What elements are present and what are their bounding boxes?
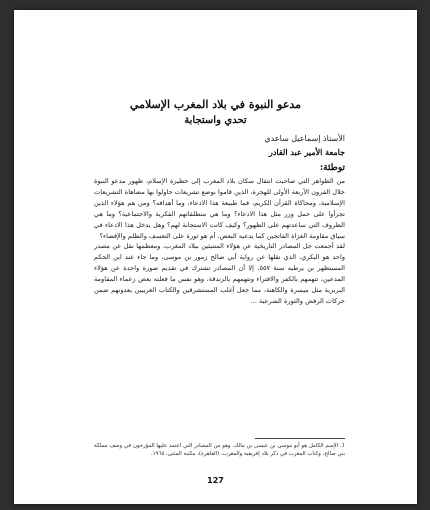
- document-page: [14, 10, 417, 504]
- footnote-divider: [255, 438, 345, 439]
- body-paragraph: من الظواهر التي صاحبت انتقال سكان بلاد المغرب إلى حظيرة الإسلام، ظهور مدعو النبوة خلال القرون الأربعة الأولى للهجرة، الذين قاموا بوضع تشريعات حاولوا بها مضاهاة التشريعات الإسلامية، ومحاكاة القرآن الكريم، فما طبيعة هذا الادعاء، وما أهدافه؟ ومن هم هؤلاء الذين تجرأوا على حمل وزر مثل هذا الادعاء؟ وما هي منطلقاتهم الفكرية والاجتماعية؟ وما هي الظروف التي ساعدتهم على الظهور؟ وكيف كانت الاستجابة لهم؟ وهل يدخل هذا الادعاء في سياق مقاومة الغزاة الفاتحين كما يدعيه البعض، أم هو ثورة على التعسف والظلم والإقصاء؟: [94, 177, 345, 240]
- article-title: مدعو النبوة في بلاد المغرب الإسلامي: [129, 98, 302, 111]
- body-paragraph: لقد أجمعت جل المصادر التاريخية عن هؤلاء المتنبئين ببلاد المغرب، ومعظمها نقل عن مصدر واحد هو البكري، الذي نقلها عن رواية أبي صالح زمور بن موسى، وما جاء عند ابن الحكم المستظهر بن يرطيه سنة ٥٥٧، إلا أن المصادر تشترك في تقديم صورة واحدة عن هؤلاء المدعين، تتهمهم بالكفر والافتراء وتتهمهم بالزندقة، وهو نفس ما فعلته بعض زعماء المقاومة البربرية مثل ميسرة والكاهنة، مما جعل أغلب المستشرقين والكتاب الغربيين يعدونهم ضمن حركات الرفض والثورة الشرعية ...: [94, 242, 345, 305]
- author-name: الأستاذ إسماعيل ساعدي: [264, 134, 345, 143]
- article-subtitle: تحدي واستجابة: [184, 115, 247, 126]
- author-affiliation: جامعة الأمير عبد القادر: [268, 147, 345, 157]
- section-heading: توطئة:: [319, 163, 345, 173]
- footnote: 1. الإسم الكامل هو أبو موسى بن عيسى بن مالك، وهو من المصادر التي اعتمد عليها المؤرخون في وصف مملكة بني صالح، وكتاب المغرب في ذكر بلاد إفريقية والمغرب، (القاهرة)، مكتبة المثنى، ١٩٦٥.: [94, 443, 345, 458]
- page-number: 127: [207, 476, 224, 485]
- body-text: [94, 176, 345, 307]
